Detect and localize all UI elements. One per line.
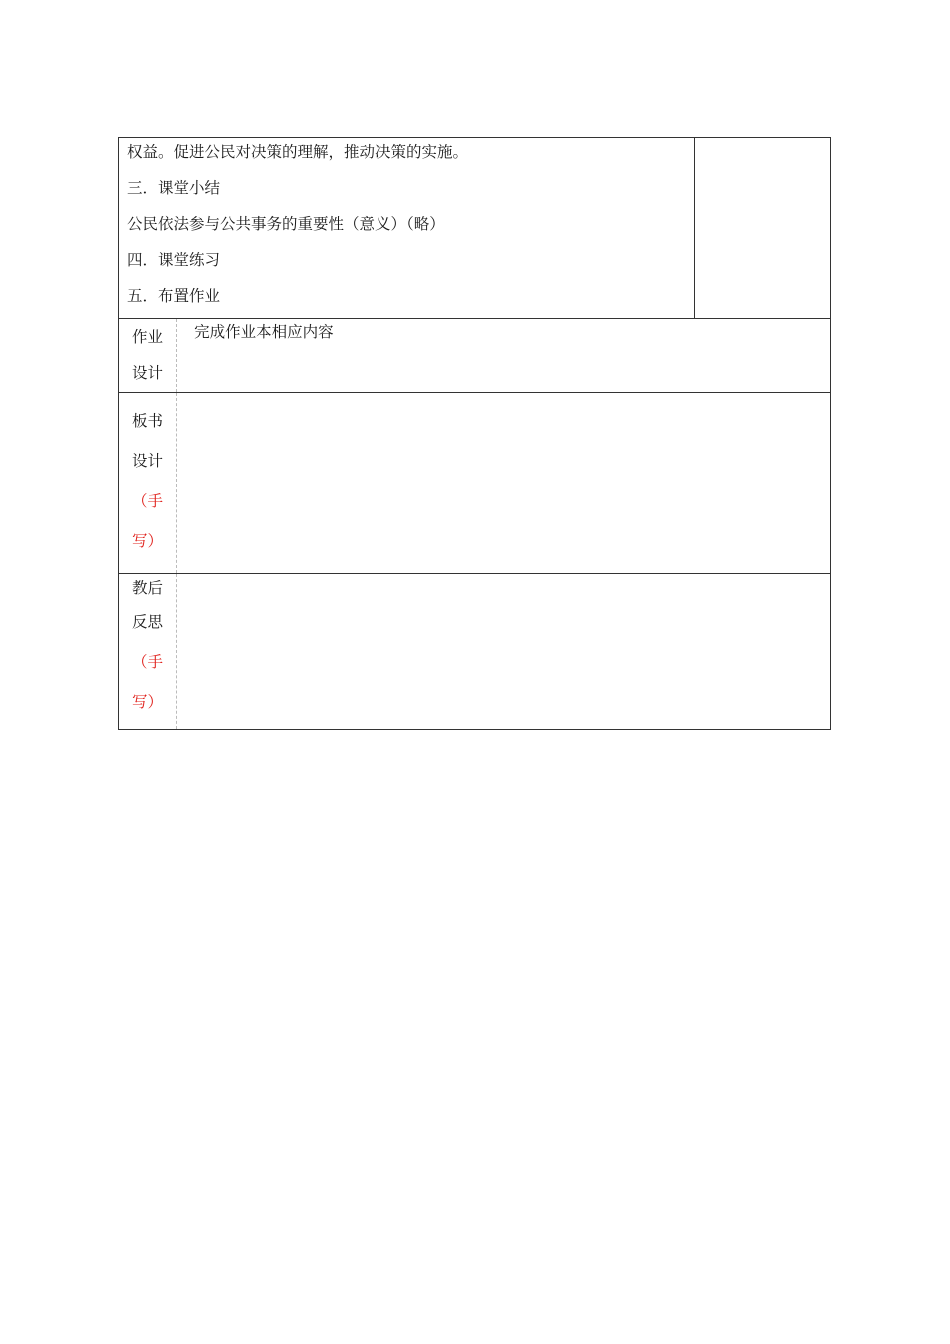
content-line: 权益。促进公民对决策的理解，推动决策的实施。 xyxy=(127,143,469,161)
board-label-line1: 板书 xyxy=(132,412,164,430)
board-handwrite-note: （手 xyxy=(132,492,164,510)
teaching-content-cell xyxy=(119,138,695,319)
board-handwrite-note: 写） xyxy=(132,532,164,550)
homework-label-line2: 设计 xyxy=(132,364,164,382)
reflection-handwrite-note: 写） xyxy=(132,693,164,711)
reflection-row xyxy=(119,574,831,730)
reflection-handwrite-note: （手 xyxy=(132,653,164,671)
content-line: 三．课堂小结 xyxy=(127,179,221,197)
side-notes-cell xyxy=(694,138,830,319)
homework-label-line1: 作业 xyxy=(132,328,164,346)
content-line: 公民依法参与公共事务的重要性（意义）（略） xyxy=(127,215,445,233)
lesson-plan-table xyxy=(118,137,831,730)
homework-row xyxy=(119,319,831,393)
homework-value: 完成作业本相应内容 xyxy=(194,323,334,341)
reflection-value-cell xyxy=(177,574,831,730)
reflection-label-line1: 教后 xyxy=(132,579,164,597)
content-line: 四．课堂练习 xyxy=(127,251,221,269)
reflection-label-cell xyxy=(119,574,177,730)
homework-label-cell xyxy=(119,319,177,393)
board-label-line2: 设计 xyxy=(132,452,164,470)
board-design-value-cell xyxy=(177,393,831,574)
content-row xyxy=(119,138,831,319)
board-design-row xyxy=(119,393,831,574)
homework-value-cell xyxy=(177,319,831,393)
reflection-label-line2: 反思 xyxy=(132,613,164,631)
board-design-label-cell xyxy=(119,393,177,574)
content-line: 五．布置作业 xyxy=(127,287,221,305)
